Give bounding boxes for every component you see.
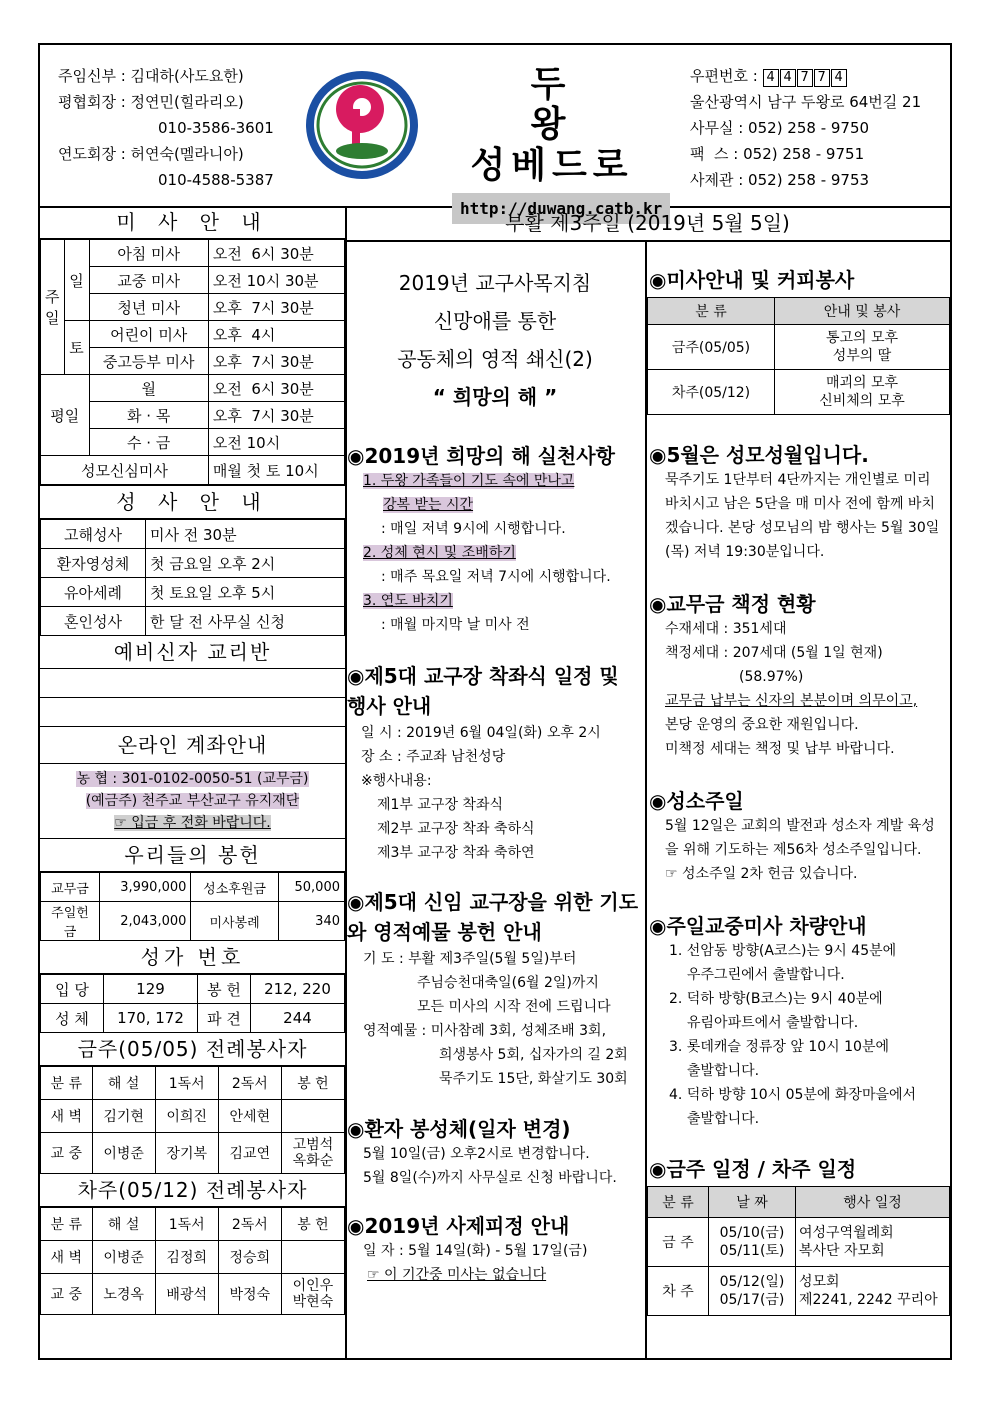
practice-detail: : 매월 마지막 날 미사 전: [381, 617, 530, 633]
zip-digit: 4: [780, 69, 796, 87]
installation-detail: 장 소 : 주교좌 남천성당: [361, 749, 506, 765]
offering-label: 미사봉례: [191, 902, 278, 941]
sacrament-value: 미사 전 30분: [146, 520, 345, 549]
dues-detail: 수재세대 : 351세대: [665, 621, 787, 637]
sacrament-value: 한 달 전 사무실 신청: [146, 607, 345, 636]
schedule-week: 금 주: [648, 1218, 709, 1267]
practice-detail: : 매주 목요일 저녁 7시에 시행합니다.: [381, 569, 611, 585]
servers-cell: 안세현: [218, 1100, 281, 1133]
coffee-week: 금주(05/05): [648, 325, 775, 370]
servers-cell: 김정희: [155, 1241, 218, 1274]
hymn-number: 170, 172: [104, 1004, 198, 1033]
offering-detail: 희생봉사 5회, 십자가의 길 2회: [439, 1047, 628, 1063]
servers-head: 2독서: [218, 1208, 281, 1241]
sacrament-value: 첫 금요일 오후 2시: [146, 549, 345, 578]
servers-head: 분 류: [41, 1067, 93, 1100]
spiritual-offering-section: [347, 887, 645, 1091]
bus-route: 3. 롯데캐슬 정류장 앞 10시 10분에: [669, 1039, 890, 1055]
section-heading: ◉5월은 성모성월입니다.: [649, 443, 869, 467]
servers-cell: 새 벽: [41, 1100, 93, 1133]
guideline-line: 신망애를 통한: [433, 309, 557, 333]
vocation-text: 5월 12일은 교회의 발전과 성소자 계발 육성을 위해 기도하는 제56차 성소주일입니다.: [665, 818, 935, 858]
coffee-servers: 매괴의 모후 신비체의 모후: [775, 370, 950, 415]
staff-info: [58, 63, 274, 193]
servers-cell: 이희진: [155, 1100, 218, 1133]
title-line-1: 두 왕: [530, 64, 614, 145]
retreat-note: ☞ 이 기간중 미사는 없습니다: [367, 1267, 547, 1283]
section-heading: ◉환자 봉성체(일자 변경): [347, 1117, 571, 1141]
mass-name: 교중 미사: [89, 267, 208, 294]
sacrament-name: 유아세례: [41, 578, 146, 607]
installation-detail: 제2부 교구장 착좌 축하식: [377, 821, 535, 837]
vocation-note: ☞ 성소주일 2차 헌금 있습니다.: [665, 866, 858, 882]
bus-section: [649, 910, 950, 1131]
installation-detail: ※행사내용:: [361, 773, 432, 789]
may-section: [649, 439, 950, 564]
offering-detail: 주님승천대축일(6월 2일)까지: [417, 975, 599, 991]
practice-item: 1. 두왕 가족들이 기도 속에 만나고: [363, 473, 575, 489]
mass-name: 수 · 금: [89, 429, 208, 456]
practice-item: 강복 받는 시간: [383, 497, 474, 513]
schedule-dates: 05/12(일) 05/17(금): [709, 1267, 796, 1316]
account-title: 온라인 계좌안내: [40, 727, 345, 764]
left-column: [40, 206, 347, 1358]
mass-time: 오후 4시: [208, 321, 344, 348]
servers-cell: 새 벽: [41, 1241, 93, 1274]
servers-this-table: [40, 1066, 345, 1174]
bus-route: 유림아파트에서 출발합니다.: [687, 1015, 859, 1031]
section-heading: ◉주일교중미사 차량안내: [649, 914, 867, 938]
zip-code: [690, 63, 921, 89]
mass-time: 오후 7시 30분: [208, 402, 344, 429]
dues-detail: 본당 운영의 중요한 재원입니다.: [665, 717, 859, 733]
servers-head: 1독서: [155, 1208, 218, 1241]
catechumen-row: [40, 698, 345, 727]
legion-president: 연도회장 : 허연숙(멜라니아): [58, 145, 244, 163]
section-heading: ◉제5대 신임 교구장을 위한 기도와 영적예물 봉헌 안내: [347, 890, 639, 944]
zip-digit: 7: [797, 69, 813, 87]
title-line-2: 성베드로: [470, 145, 634, 186]
hymn-table: [40, 974, 345, 1033]
mass-name: 중고등부 미사: [89, 348, 208, 375]
installation-detail: 일 시 : 2019년 6월 04일(화) 오후 2시: [361, 725, 601, 741]
office-phone: 사무실 : 052) 258 - 9750: [690, 119, 870, 137]
installation-section: [347, 661, 645, 865]
offering-value: 50,000: [278, 873, 344, 902]
sat-label: 토: [64, 321, 89, 375]
weekday-label: 평일: [41, 375, 90, 456]
account-note: ☞ 입금 후 전화 바랍니다.: [114, 815, 271, 831]
section-heading: ◉금주 일정 / 차주 일정: [649, 1157, 857, 1181]
practice-item: 3. 연도 바치기: [363, 593, 453, 609]
section-heading: ◉교무금 책정 현황: [649, 592, 816, 616]
schedule-events: 여성구역월례회 복사단 자모회: [796, 1218, 950, 1267]
zip-digit: 7: [814, 69, 830, 87]
heart-mass-name: 성모신심미사: [41, 456, 209, 485]
sacrament-section-title: 성 사 안 내: [40, 485, 345, 519]
middle-column: [345, 242, 647, 1358]
schedule-head: 분 류: [648, 1187, 709, 1218]
schedule-table: [647, 1186, 950, 1316]
pastor: 주임신부 : 김대하(사도요한): [58, 67, 244, 85]
installation-detail: 제3부 교구장 착좌 축하연: [377, 845, 535, 861]
hymn-title: 성가 번호: [40, 941, 345, 974]
fax-number: 팩 스 : 052) 258 - 9751: [690, 145, 865, 163]
mass-name: 아침 미사: [89, 240, 208, 267]
sacrament-value: 첫 토요일 오후 5시: [146, 578, 345, 607]
servers-cell: 노경옥: [92, 1274, 155, 1315]
servers-cell: [281, 1241, 344, 1274]
offering-value: 3,990,000: [100, 873, 191, 902]
mass-name: 어린이 미사: [89, 321, 208, 348]
coffee-servers: 통고의 모후 성부의 딸: [775, 325, 950, 370]
guideline-line: 공동체의 영적 쇄신(2): [397, 347, 593, 371]
bus-route: 4. 덕하 방향 10시 05분에 화장마을에서: [669, 1087, 917, 1103]
address: 울산광역시 남구 두왕로 64번길 21: [690, 93, 922, 111]
servers-head: 2독서: [218, 1067, 281, 1100]
mass-time: 오후 7시 30분: [208, 294, 344, 321]
servers-cell: 고범석 옥화순: [281, 1133, 344, 1174]
mass-table: [40, 239, 345, 485]
servers-cell: 교 중: [41, 1274, 93, 1315]
heart-mass-time: 매월 첫 토 10시: [208, 456, 344, 485]
dues-detail: 교무금 납부는 신자의 본분이며 의무이고,: [665, 693, 918, 709]
hymn-label: 봉 헌: [197, 975, 250, 1004]
account-number: 농 협 : 301-0102-0050-51 (교무금): [76, 771, 309, 787]
practice-item: 2. 성체 현시 및 조배하기: [363, 545, 516, 561]
section-heading: ◉2019년 희망의 해 실천사항: [347, 444, 615, 468]
may-text: 묵주기도 1단부터 4단까지는 개인별로 미리 바치시고 남은 5단을 매 미사 전에 함께 바치겠습니다. 본당 성모님의 밤 행사는 5월 30일(목) 저녁 19:30분입니다.: [665, 472, 940, 560]
mass-name: 월: [89, 375, 208, 402]
schedule-week: 차 주: [648, 1267, 709, 1316]
mass-time: 오전 6시 30분: [208, 240, 344, 267]
coffee-week: 차주(05/12): [648, 370, 775, 415]
installation-detail: 제1부 교구장 착좌식: [377, 797, 503, 813]
bus-route: 우주그린에서 출발합니다.: [687, 967, 845, 983]
coffee-head: 안내 및 봉사: [775, 298, 950, 325]
offering-table: [40, 872, 345, 941]
right-column: [647, 242, 950, 1358]
sun-label: 일: [64, 240, 89, 321]
account-holder: (예금주) 천주교 부산교구 유지재단: [85, 793, 300, 809]
hymn-label: 파 견: [197, 1004, 250, 1033]
schedule-dates: 05/10(금) 05/11(토): [709, 1218, 796, 1267]
servers-next-title: 차주(05/12) 전례봉사자: [40, 1174, 345, 1207]
sacrament-name: 혼인성사: [41, 607, 146, 636]
dues-detail: (58.97%): [739, 669, 804, 685]
hymn-label: 성 체: [41, 1004, 104, 1033]
communion-detail: 5월 10일(금) 오후2시로 변경합니다.: [363, 1146, 590, 1162]
servers-cell: [281, 1100, 344, 1133]
contact-info: [690, 63, 921, 193]
hope-year-section: [347, 440, 645, 637]
section-heading: ◉제5대 교구장 착좌식 일정 및 행사 안내: [347, 664, 619, 718]
section-heading: ◉2019년 사제피정 안내: [347, 1214, 570, 1238]
mass-time: 오전 10시: [208, 429, 344, 456]
council-phone: 010-3586-3601: [158, 119, 274, 137]
servers-cell: 김교연: [218, 1133, 281, 1174]
communion-detail: 5월 8일(수)까지 사무실로 신청 바랍니다.: [363, 1170, 617, 1186]
mass-time: 오전 10시 30분: [208, 267, 344, 294]
offering-value: 340: [278, 902, 344, 941]
offering-detail: 기 도 : 부활 제3주일(5월 5일)부터: [363, 951, 577, 967]
section-heading: ◉성소주일: [649, 789, 744, 813]
sacrament-table: [40, 519, 345, 636]
catechumen-row: [40, 669, 345, 698]
schedule-head: 날 짜: [709, 1187, 796, 1218]
bulletin-page: [38, 43, 952, 1360]
offering-detail: 영적예물 : 미사참례 3회, 성체조배 3회,: [363, 1023, 607, 1039]
offering-detail: 모든 미사의 시작 전에 드립니다: [417, 999, 611, 1015]
offering-title: 우리들의 봉헌: [40, 839, 345, 872]
parish-url[interactable]: http://duwang.catb.kr: [452, 193, 670, 224]
hymn-number: 244: [250, 1004, 344, 1033]
practice-detail: : 매일 저녁 9시에 시행합니다.: [381, 521, 566, 537]
servers-head: 분 류: [41, 1208, 93, 1241]
mass-time: 오후 7시 30분: [208, 348, 344, 375]
servers-this-title: 금주(05/05) 전례봉사자: [40, 1033, 345, 1066]
bus-route: 출발합니다.: [687, 1063, 760, 1079]
retreat-section: [347, 1210, 645, 1287]
mass-name: 화 · 목: [89, 402, 208, 429]
servers-head: 1독서: [155, 1067, 218, 1100]
dues-detail: 미책정 세대는 책정 및 납부 바랍니다.: [665, 741, 895, 757]
schedule-section: [647, 1153, 950, 1316]
mass-time: 오전 6시 30분: [208, 375, 344, 402]
offering-label: 성소후원금: [191, 873, 278, 902]
zip-digit: 4: [831, 69, 847, 87]
catechumen-title: 예비신자 교리반: [40, 636, 345, 669]
schedule-head: 행사 일정: [796, 1187, 950, 1218]
hymn-number: 212, 220: [250, 975, 344, 1004]
servers-cell: 이병준: [92, 1241, 155, 1274]
issue-title: 부활 제3주일 (2019년 5월 5일): [345, 206, 950, 242]
servers-cell: 교 중: [41, 1133, 93, 1174]
sacrament-name: 고해성사: [41, 520, 146, 549]
section-heading: ◉미사안내 및 커피봉사: [649, 268, 855, 292]
dues-section: [649, 588, 950, 761]
guideline-line: 2019년 교구사목지침: [398, 271, 592, 295]
council-president: 평협회장 : 정연민(힐라리오): [58, 93, 244, 111]
offering-detail: 묵주기도 15단, 화살기도 30회: [439, 1071, 628, 1087]
offering-value: 2,043,000: [100, 902, 191, 941]
servers-head: 해 설: [92, 1208, 155, 1241]
coffee-table: [647, 297, 950, 415]
zip-digit: 4: [763, 69, 779, 87]
servers-head: 봉 헌: [281, 1208, 344, 1241]
hymn-label: 입 당: [41, 975, 104, 1004]
sick-communion-section: [347, 1113, 645, 1190]
sunday-label: 주일: [41, 240, 65, 375]
vocation-section: [649, 785, 950, 886]
schedule-events: 성모회 제2241, 2242 꾸리아: [796, 1267, 950, 1316]
parish-logo-icon: [302, 63, 422, 183]
servers-cell: 박정숙: [218, 1274, 281, 1315]
mass-name: 청년 미사: [89, 294, 208, 321]
servers-head: 봉 헌: [281, 1067, 344, 1100]
header: [40, 45, 950, 218]
servers-cell: 이인우 박현숙: [281, 1274, 344, 1315]
hymn-number: 129: [104, 975, 198, 1004]
account-info: [40, 764, 345, 839]
servers-next-table: [40, 1207, 345, 1315]
retreat-detail: 일 자 : 5월 14일(화) - 5월 17일(금): [363, 1243, 588, 1259]
parish-title: [452, 64, 663, 224]
bus-route: 1. 선암동 방향(A코스)는 9시 45분에: [669, 943, 897, 959]
bus-route: 2. 덕하 방향(B코스)는 9시 40분에: [669, 991, 883, 1007]
servers-cell: 장기복: [155, 1133, 218, 1174]
offering-label: 주일헌금: [41, 902, 100, 941]
servers-cell: 김기현: [92, 1100, 155, 1133]
sacrament-name: 환자영성체: [41, 549, 146, 578]
servers-head: 해 설: [92, 1067, 155, 1100]
servers-cell: 배광석: [155, 1274, 218, 1315]
rectory-phone: 사제관 : 052) 258 - 9753: [690, 171, 870, 189]
mass-section-title: 미 사 안 내: [40, 206, 345, 239]
coffee-head: 분 류: [648, 298, 775, 325]
zip-label: 우편번호 :: [690, 67, 758, 85]
dues-detail: 책정세대 : 207세대 (5월 1일 현재): [665, 645, 883, 661]
guideline-motto: “ 희망의 해 ”: [432, 385, 558, 409]
pastoral-guideline: [345, 264, 645, 416]
coffee-section: [647, 264, 950, 415]
offering-label: 교무금: [41, 873, 100, 902]
legion-phone: 010-4588-5387: [158, 171, 274, 189]
bus-route: 출발합니다.: [687, 1111, 760, 1127]
servers-cell: 이병준: [92, 1133, 155, 1174]
servers-cell: 정승희: [218, 1241, 281, 1274]
